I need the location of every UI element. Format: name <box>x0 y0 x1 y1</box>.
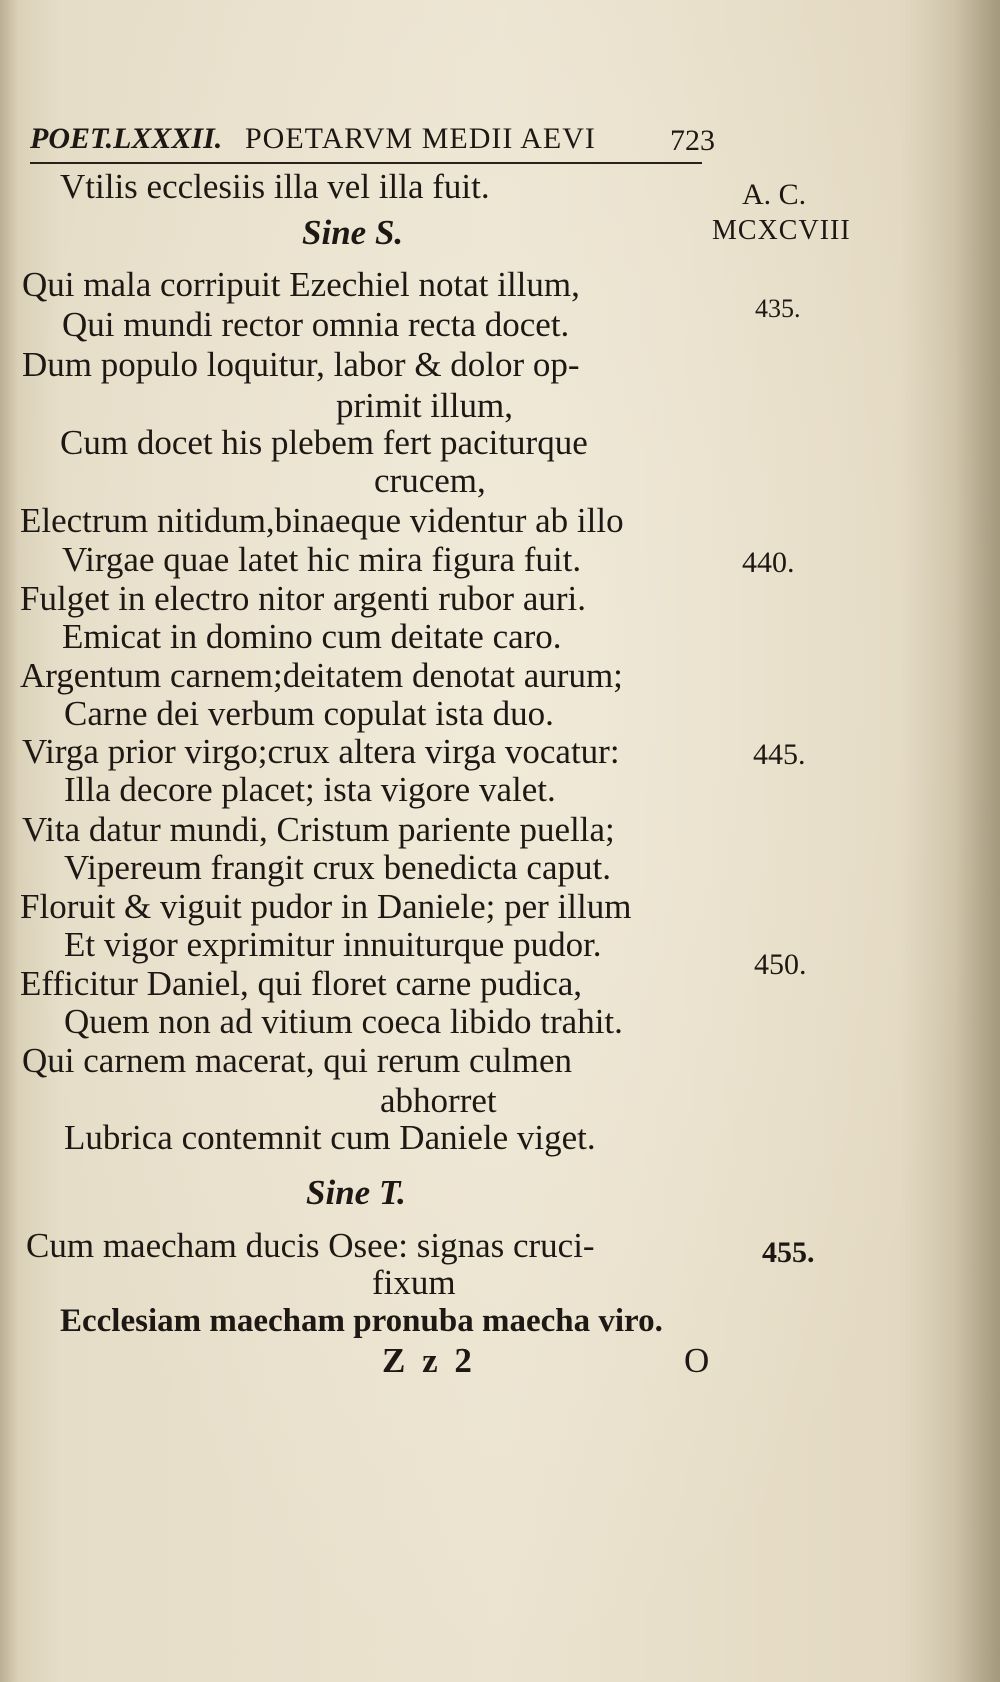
margin-line-number: 440. <box>742 546 795 579</box>
verse-line: Argentum carnem;deitatem denotat aurum; <box>20 656 623 695</box>
verse-line: Cum maecham ducis Osee: signas cruci- <box>26 1226 595 1265</box>
page-edge-shadow <box>955 0 1000 1682</box>
verse-line-continuation: fixum <box>372 1263 456 1302</box>
margin-era: A. C. <box>742 178 807 211</box>
running-header <box>30 118 720 164</box>
verse-line: Floruit & viguit pudor in Daniele; per illum <box>20 887 632 926</box>
verse-line: Electrum nitidum,binaeque videntur ab illo <box>20 501 624 540</box>
verse-line: Vipereum frangit crux benedicta caput. <box>64 848 611 887</box>
verse-line: Virga prior virgo;crux altera virga vocatur: <box>22 732 620 771</box>
verse-line: Et vigor exprimitur innuiturque pudor. <box>64 925 602 964</box>
verse-line: Efficitur Daniel, qui floret carne pudica, <box>20 964 583 1003</box>
verse-line: Emicat in domino cum deitate caro. <box>62 617 562 656</box>
header-rule <box>30 162 702 164</box>
signature-mark: Z z 2 <box>382 1341 476 1380</box>
page-fold-shadow <box>0 0 18 1682</box>
verse-line: Cum docet his plebem fert paciturque <box>60 423 588 462</box>
verse-line-continuation: crucem, <box>374 461 486 500</box>
verse-line: Qui mala corripuit Ezechiel notat illum, <box>22 265 580 304</box>
margin-line-number: 455. <box>762 1236 815 1269</box>
margin-year: MCXCVIII <box>712 215 851 246</box>
verse-line: Qui mundi rector omnia recta docet. <box>62 305 570 344</box>
verse-line: Vita datur mundi, Cristum pariente puella; <box>22 810 615 849</box>
section-heading: Sine T. <box>306 1173 406 1212</box>
verse-line: Fulget in electro nitor argenti rubor auri. <box>20 579 586 618</box>
section-heading: Sine S. <box>302 213 404 252</box>
verse-line: Quem non ad vitium coeca libido trahit. <box>64 1002 623 1041</box>
verse-line: Lubrica contemnit cum Daniele viget. <box>64 1118 596 1157</box>
verse-line: Virgae quae latet hic mira figura fuit. <box>62 540 582 579</box>
verse-line: Carne dei verbum copulat ista duo. <box>64 694 554 733</box>
verse-line-continuation: primit illum, <box>336 386 513 425</box>
verse-line: Vtilis ecclesiis illa vel illa fuit. <box>60 167 490 206</box>
catchword: O <box>684 1341 710 1380</box>
verse-line: Illa decore placet; ista vigore valet. <box>64 770 556 809</box>
margin-line-number: 445. <box>753 738 806 771</box>
margin-line-number: 450. <box>754 948 807 981</box>
verse-line: Dum populo loquitur, labor & dolor op- <box>22 345 580 384</box>
verse-line: Qui carnem macerat, qui rerum culmen <box>22 1041 573 1080</box>
header-title: POETARVM MEDII AEVI <box>245 122 596 155</box>
verse-line-continuation: abhorret <box>380 1081 497 1120</box>
page-number: 723 <box>670 124 715 157</box>
verse-line: Ecclesiam maecham pronuba maecha viro. <box>60 1303 663 1339</box>
header-section-label: POET.LXXXII. <box>30 122 223 155</box>
margin-line-number: 435. <box>755 294 801 323</box>
